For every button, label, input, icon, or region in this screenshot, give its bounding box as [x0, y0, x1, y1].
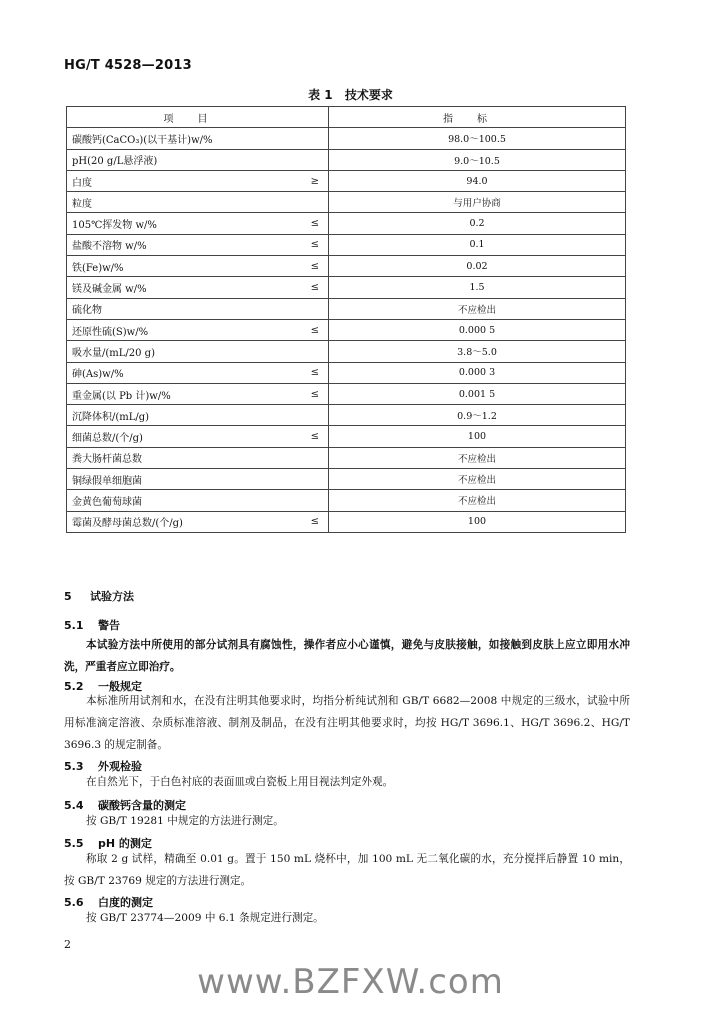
item-cell — [67, 490, 329, 511]
inequality-sign: ≥ — [310, 175, 319, 187]
spec-value-cell: 0.001 5 — [329, 383, 626, 404]
inequality-sign: ≤ — [310, 218, 319, 230]
spec-value-cell: 0.02 — [329, 256, 626, 277]
table-row — [67, 405, 626, 426]
page-number: 2 — [64, 938, 71, 951]
subsection-title: 警告 — [98, 619, 120, 632]
table-row — [67, 447, 626, 468]
item-cell — [67, 383, 329, 404]
subsection-number: 5.4 — [64, 799, 84, 812]
table-row — [67, 234, 626, 255]
item-cell — [67, 192, 329, 213]
item-label: 铁(Fe)w/% — [72, 262, 124, 274]
table-row — [67, 213, 626, 234]
spec-value-cell: 100 — [329, 426, 626, 447]
item-label: 硫化物 — [72, 305, 102, 317]
table-row — [67, 426, 626, 447]
item-cell — [67, 170, 329, 191]
spec-value-cell: 不应检出 — [329, 490, 626, 511]
table-title — [0, 86, 701, 103]
table-header-row — [67, 107, 626, 128]
table-label: 表 1 — [308, 88, 333, 102]
inequality-sign: ≤ — [310, 388, 319, 400]
spec-value-cell: 1.5 — [329, 277, 626, 298]
table-row — [67, 362, 626, 383]
item-label: 沉降体积/(mL/g) — [72, 411, 150, 423]
table-row — [67, 511, 626, 532]
subsection-number: 5.1 — [64, 619, 84, 632]
inequality-sign: ≤ — [310, 431, 319, 443]
table-row — [67, 383, 626, 404]
spec-value-cell: 0.2 — [329, 213, 626, 234]
item-label: 吸水量/(mL/20 g) — [72, 347, 155, 359]
item-cell — [67, 128, 329, 149]
table-body — [67, 128, 626, 533]
column-header-spec: 指标 — [329, 107, 626, 128]
subsection-title: pH 的测定 — [98, 837, 152, 850]
subsection-title: 外观检验 — [98, 760, 142, 773]
item-cell — [67, 256, 329, 277]
table-row — [67, 149, 626, 170]
section-title: 试验方法 — [90, 590, 134, 603]
table-row — [67, 256, 626, 277]
ph-paragraph: 称取 2 g 试样，精确至 0.01 g。置于 150 mL 烧杯中，加 100 mL 无二氧化碳的水，充分搅拌后静置 10 min，按 GB/T 23769 规定的方法进行测定。 — [64, 853, 630, 887]
spec-value-cell: 3.8～5.0 — [329, 341, 626, 362]
table-row — [67, 277, 626, 298]
table-row — [67, 298, 626, 319]
item-label: 霉菌及酵母菌总数/(个/g) — [72, 518, 183, 530]
item-label: 金黄色葡萄球菌 — [72, 496, 142, 508]
item-label: pH(20 g/L悬浮液) — [72, 156, 158, 168]
inequality-sign: ≤ — [310, 260, 319, 272]
item-label: 粪大肠杆菌总数 — [72, 454, 142, 466]
item-label: 盐酸不溶物 w/% — [72, 241, 147, 253]
spec-value-cell: 98.0～100.5 — [329, 128, 626, 149]
table-row — [67, 490, 626, 511]
item-cell — [67, 341, 329, 362]
subsection-heading-5-1 — [64, 617, 120, 633]
item-label: 碳酸钙(CaCO₃)(以干基计)w/% — [72, 134, 213, 146]
table-row — [67, 170, 626, 191]
item-label: 白度 — [72, 177, 92, 189]
general-provisions-paragraph: 本标准所用试剂和水，在没有注明其他要求时，均指分析纯试剂和 GB/T 6682—2008 中规定的三级水，试验中所用标准滴定溶液、杂质标准溶液、制剂及制品，在没有注明其他要求时，均按 HG/T 3696.1、HG/T 3696.2、HG/T 3696.3 的规定制备。 — [64, 695, 630, 751]
spec-value-cell: 0.000 5 — [329, 319, 626, 340]
subsection-title: 碳酸钙含量的测定 — [98, 799, 186, 812]
inequality-sign: ≤ — [310, 367, 319, 379]
item-label: 还原性硫(S)w/% — [72, 326, 149, 338]
spec-value-cell: 0.1 — [329, 234, 626, 255]
item-cell — [67, 213, 329, 234]
section-number: 5 — [64, 590, 72, 603]
spec-value-cell: 100 — [329, 511, 626, 532]
item-label: 细菌总数/(个/g) — [72, 433, 143, 445]
item-cell — [67, 405, 329, 426]
table-row — [67, 128, 626, 149]
item-cell — [67, 469, 329, 490]
table-row — [67, 319, 626, 340]
item-label: 粒度 — [72, 198, 92, 210]
spec-value-cell: 9.0～10.5 — [329, 149, 626, 170]
item-label: 重金属(以 Pb 计)w/% — [72, 390, 171, 402]
section-heading-5 — [64, 588, 134, 604]
spec-value-cell: 与用户协商 — [329, 192, 626, 213]
spec-value-cell: 0.9～1.2 — [329, 405, 626, 426]
item-cell — [67, 234, 329, 255]
item-label: 铜绿假单细胞菌 — [72, 475, 142, 487]
item-cell — [67, 298, 329, 319]
watermark: www.BZFXW.com — [197, 962, 504, 1002]
item-cell — [67, 511, 329, 532]
subsection-title: 白度的测定 — [98, 896, 153, 909]
spec-value-cell: 0.000 3 — [329, 362, 626, 383]
column-header-item: 项目 — [67, 107, 329, 128]
table-row — [67, 469, 626, 490]
item-cell — [67, 277, 329, 298]
spec-value-cell: 94.0 — [329, 170, 626, 191]
table-row — [67, 192, 626, 213]
item-cell — [67, 319, 329, 340]
inequality-sign: ≤ — [310, 324, 319, 336]
inequality-sign: ≤ — [310, 516, 319, 528]
subsection-number: 5.6 — [64, 896, 84, 909]
item-cell — [67, 362, 329, 383]
subsection-title: 一般规定 — [98, 680, 142, 693]
table-caption: 技术要求 — [344, 88, 393, 102]
subsection-number: 5.3 — [64, 760, 84, 773]
table-row — [67, 341, 626, 362]
item-label: 镁及碱金属 w/% — [72, 284, 147, 296]
item-label: 105℃挥发物 w/% — [72, 220, 157, 232]
subsection-number: 5.5 — [64, 837, 84, 850]
requirements-table — [66, 106, 626, 533]
appearance-paragraph: 在自然光下，于白色衬底的表面皿或白瓷板上用目视法判定外观。 — [86, 776, 394, 788]
item-label: 砷(As)w/% — [72, 369, 124, 381]
item-cell — [67, 149, 329, 170]
item-cell — [67, 426, 329, 447]
inequality-sign: ≤ — [310, 239, 319, 251]
warning-paragraph: 本试验方法中所使用的部分试剂具有腐蚀性，操作者应小心谨慎，避免与皮肤接触，如接触到皮肤上应立即用水冲洗，严重者应立即治疗。 — [64, 639, 630, 673]
spec-value-cell: 不应检出 — [329, 447, 626, 468]
spec-value-cell: 不应检出 — [329, 298, 626, 319]
document-code: HG/T 4528—2013 — [64, 58, 192, 73]
inequality-sign: ≤ — [310, 282, 319, 294]
subsection-number: 5.2 — [64, 680, 84, 693]
spec-value-cell: 不应检出 — [329, 469, 626, 490]
whiteness-paragraph: 按 GB/T 23774—2009 中 6.1 条规定进行测定。 — [86, 912, 324, 924]
calcium-carbonate-paragraph: 按 GB/T 19281 中规定的方法进行测定。 — [86, 815, 284, 827]
item-cell — [67, 447, 329, 468]
